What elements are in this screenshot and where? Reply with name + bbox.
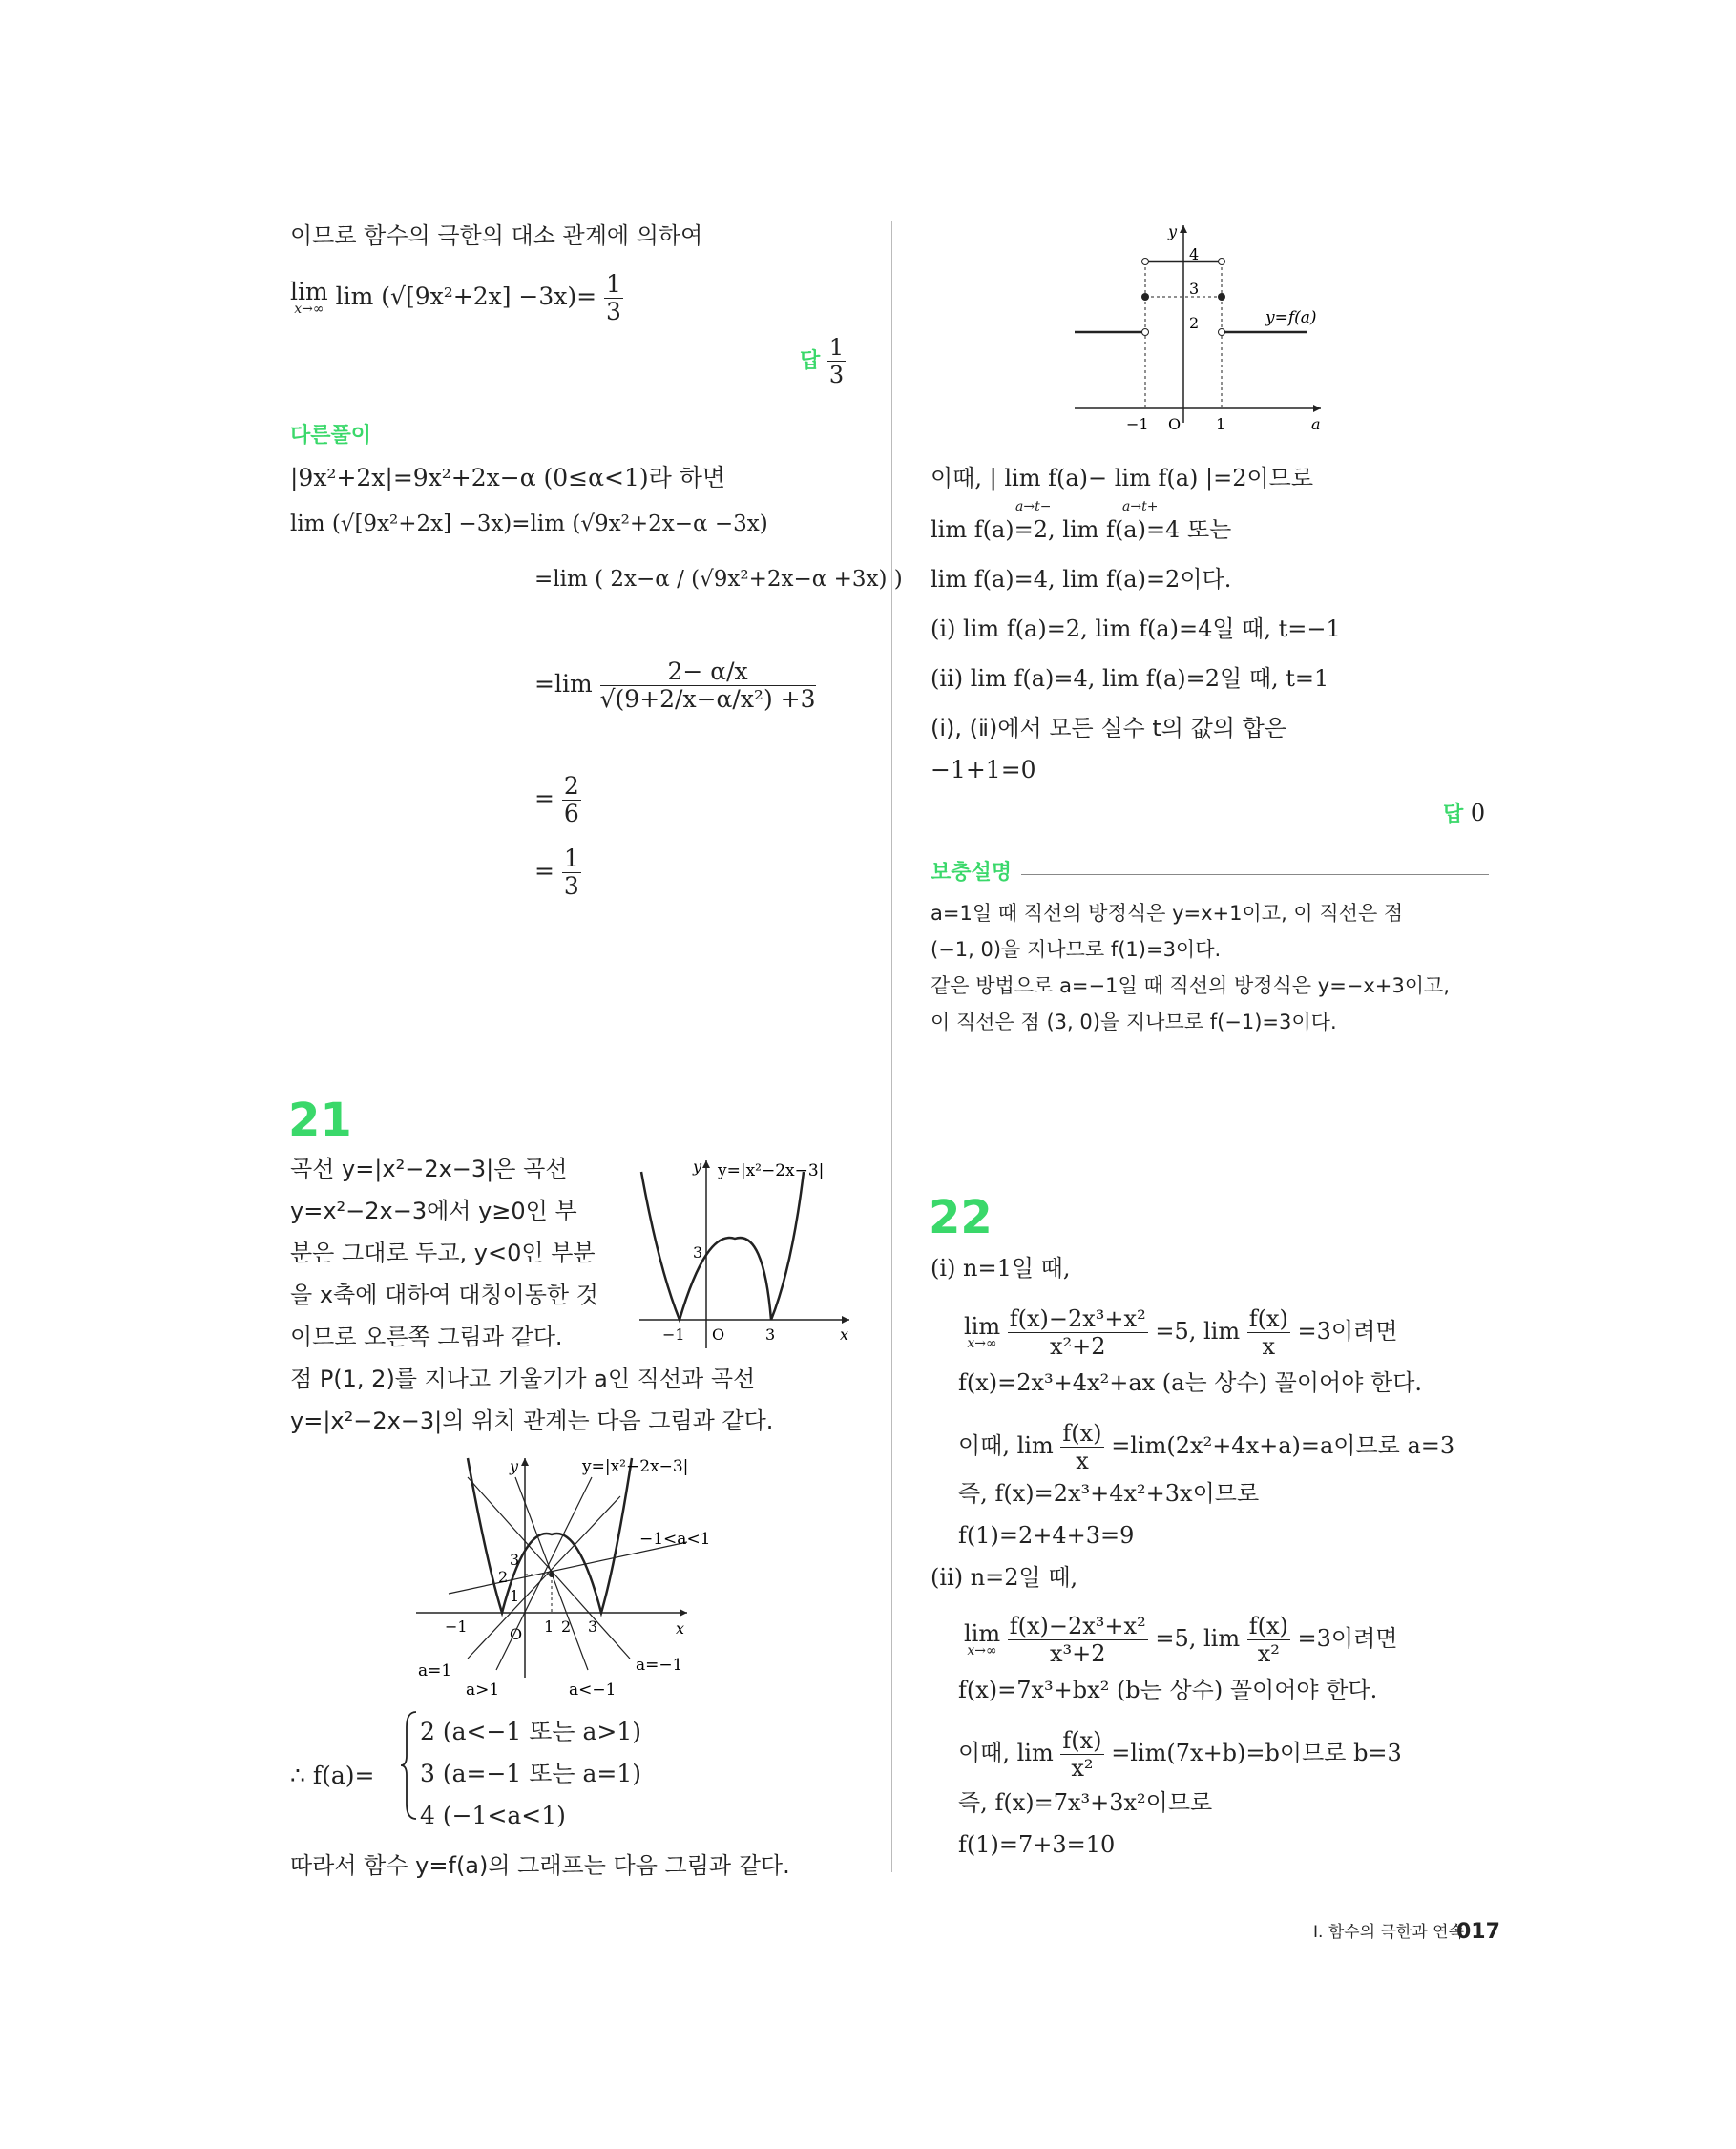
- q22-frac-6: $\frac{f(x)}{\text{x²}}$: [1062, 1727, 1102, 1782]
- q21-closing: 따라서 함수 y=f(a)의 그래프는 다음 그림과 같다.: [290, 1852, 790, 1879]
- graph2-x-axis-label: x: [676, 1619, 685, 1638]
- q22-case2-head: (ⅱ) n=2일 때,: [931, 1564, 1078, 1591]
- graph2-tick-x1: 1: [544, 1617, 554, 1636]
- page-number: 017: [1456, 1920, 1500, 1944]
- graph2-label-agt1: a>1: [466, 1680, 500, 1697]
- graph2-label-am1: a=−1: [636, 1656, 683, 1675]
- alt-line-5: = $\frac{2}{6}$: [534, 772, 579, 827]
- q22-case2-line5: f(1)=7+3=10: [958, 1831, 1116, 1858]
- graph1-curve-label: y=|x²−2x−3|: [718, 1161, 825, 1180]
- sub-plus-1: a→t+: [1122, 499, 1159, 514]
- alt-solution-heading: 다른풀이: [290, 424, 372, 448]
- q22-frac-2: $\frac{f(x)}{x}$: [1248, 1305, 1288, 1360]
- piecewise-prefix: ∴ f(a)=: [290, 1762, 375, 1789]
- answer-2-value: 0: [1470, 800, 1486, 826]
- q22-case1-line5: f(1)=2+4+3=9: [958, 1522, 1135, 1549]
- q22-case2-l3-end: =lim(7x+b)=b이므로 b=3: [1111, 1740, 1402, 1766]
- graph2-origin: O: [510, 1625, 523, 1643]
- graph-step-function: [1069, 218, 1355, 437]
- supplement-line-3: 같은 방법으로 a=−1일 때 직선의 방정식은 y=−x+3이고,: [931, 974, 1451, 997]
- piecewise-case-1: 2 (a<−1 또는 a>1): [420, 1718, 642, 1745]
- q21-p1-line1: 곡선 y=|x²−2x−3|은 곡선: [290, 1156, 568, 1182]
- alt-line-4-prefix: =lim: [534, 670, 593, 698]
- q21-p1-line2: y=x²−2x−3에서 y≥0인 부: [290, 1198, 577, 1224]
- graph3-tick-y4: 4: [1189, 245, 1200, 263]
- q22-case1-line1: [964, 1305, 1397, 1360]
- graph2-label-a1: a=1: [418, 1661, 452, 1680]
- q22-frac-1: $\frac{\text{f(x)−2x³+x²}}{\text{x²+2}}$: [1009, 1305, 1146, 1360]
- q22-case1-end: =3이려면: [1297, 1318, 1398, 1345]
- graph-lines-through-p: [410, 1449, 725, 1697]
- answer-1: [800, 334, 846, 388]
- alt-line-6-fraction: $\frac{1}{3}$: [563, 845, 579, 900]
- graph2-tick-y1: 1: [510, 1587, 520, 1605]
- q22-case1-l3-end: =lim(2x²+4x+a)=a이므로 a=3: [1111, 1432, 1455, 1459]
- q22-frac-3: $\frac{f(x)}{x}$: [1062, 1420, 1102, 1474]
- alt-line-2: lim (√[9x²+2x] −3x)=lim (√9x²+2x−α −3x): [290, 511, 768, 536]
- q22-lim-2: lim x→∞: [964, 1619, 1001, 1659]
- footer-chapter: Ⅰ. 함수의 극한과 연속: [1313, 1923, 1465, 1942]
- question-number-21: 21: [288, 1094, 352, 1147]
- q22-case2-line2: f(x)=7x³+bx² (b는 상수) 꼴이어야 한다.: [958, 1677, 1378, 1703]
- piecewise-case-2: 3 (a=−1 또는 a=1): [420, 1760, 642, 1787]
- answer-label: 답: [800, 349, 821, 373]
- supplement-line-2: (−1, 0)을 지나므로 f(1)=3이다.: [931, 938, 1222, 961]
- lim-symbol: lim x→∞: [290, 277, 328, 317]
- q22-case2-line4: 즉, f(x)=7x³+3x²이므로: [958, 1789, 1213, 1816]
- q22-case2-line1: lim x→∞ $\frac{\text{f(x)−2x³+x²}}{\text{x³+2}}$ =5, lim $\frac{f(x)}{\text{x²}}$ =3이려면: [964, 1613, 1398, 1667]
- answer-2-label: 답: [1443, 803, 1464, 826]
- intro-text: 이므로 함수의 극한의 대소 관계에 의하여: [290, 222, 703, 249]
- graph1-y-axis-label: y: [693, 1158, 702, 1176]
- graph2-tick-x3: 3: [588, 1617, 598, 1636]
- answer-fraction: $\frac{1}{3}$: [828, 334, 845, 388]
- limit-result: [290, 271, 623, 325]
- q22-lim-1: lim x→∞: [964, 1312, 1001, 1351]
- question-number-22: 22: [929, 1191, 993, 1244]
- right-line-6: (ⅰ), (ⅱ)에서 모든 실수 t의 값의 합은: [931, 715, 1286, 741]
- q21-p1-line3: 분은 그대로 두고, y<0인 부분: [290, 1240, 596, 1266]
- limit-expr: lim (√[9x²+2x] −3x)=: [335, 282, 597, 310]
- alt-line-4: [534, 658, 816, 713]
- q21-p2-line1: 점 P(1, 2)를 지나고 기울기가 a인 직선과 곡선: [290, 1366, 756, 1392]
- graph3-tick-y2: 2: [1189, 314, 1200, 332]
- piecewise-case-3: 4 (−1<a<1): [420, 1802, 566, 1829]
- q22-case1-line4: 즉, f(x)=2x³+4x²+3x이므로: [958, 1480, 1260, 1507]
- alt-line-5-fraction: $\frac{2}{6}$: [563, 772, 579, 827]
- graph1-tick-y3: 3: [693, 1243, 703, 1262]
- q21-p2-line2: y=|x²−2x−3|의 위치 관계는 다음 그림과 같다.: [290, 1408, 774, 1434]
- graph1-tick-x3: 3: [765, 1325, 776, 1344]
- right-line-1: 이때, | lim f(a)− lim f(a) |=2이므로: [931, 465, 1314, 491]
- supplement-heading: 보충설명: [931, 861, 1013, 885]
- supplement-line-1: a=1일 때 직선의 방정식은 y=x+1이고, 이 직선은 점: [931, 902, 1404, 925]
- graph2-y-axis-label: y: [510, 1457, 519, 1475]
- brace-icon: [399, 1708, 420, 1823]
- q22-frac-5: $\frac{f(x)}{\text{x²}}$: [1248, 1613, 1288, 1667]
- graph1-x-axis-label: x: [840, 1325, 849, 1344]
- answer-2: [1443, 798, 1485, 830]
- graph3-y-axis-label: y: [1168, 222, 1178, 240]
- alt-line-4-fraction: $\frac{2- \alpha/x}{\text{√(9+2/x−α/x²) +3}}$: [599, 657, 816, 713]
- graph3-x-axis-label: a: [1311, 415, 1321, 433]
- q22-frac-4: $\frac{\text{f(x)−2x³+x²}}{\text{x³+2}}$: [1009, 1613, 1146, 1667]
- q22-case1-line2: f(x)=2x³+4x²+ax (a는 상수) 꼴이어야 한다.: [958, 1369, 1423, 1396]
- graph1-tick-xm1: −1: [662, 1325, 685, 1344]
- alt-line-1: |9x²+2x|=9x²+2x−α (0≤α<1)라 하면: [290, 464, 726, 491]
- graph3-tick-y3: 3: [1189, 280, 1200, 298]
- q22-case2-line3: 이때, lim $\frac{f(x)}{\text{x²}}$ =lim(7x+b)=b이므로 b=3: [958, 1727, 1402, 1782]
- right-line-3: lim f(a)=4, lim f(a)=2이다.: [931, 566, 1232, 593]
- right-line-2: lim f(a)=2, lim f(a)=4 또는: [931, 516, 1232, 543]
- q22-case1-mid: =5, lim: [1155, 1318, 1241, 1345]
- result-fraction: $\frac{1}{3}$: [606, 270, 621, 325]
- graph2-tick-xm1: −1: [445, 1617, 468, 1636]
- graph1-origin: O: [712, 1325, 725, 1344]
- graph2-tick-y2: 2: [498, 1568, 509, 1586]
- graph2-tick-y3: 3: [510, 1551, 520, 1569]
- right-line-5: (ⅱ) lim f(a)=4, lim f(a)=2일 때, t=1: [931, 665, 1329, 692]
- graph-abs-parabola: [630, 1153, 859, 1353]
- alt-line-3: =lim ( 2x−α / (√9x²+2x−α +3x) ): [534, 567, 903, 592]
- right-line-4: (ⅰ) lim f(a)=2, lim f(a)=4일 때, t=−1: [931, 615, 1341, 642]
- column-divider: [891, 221, 892, 1872]
- graph3-origin: O: [1168, 415, 1182, 433]
- graph2-label-alt: a<−1: [569, 1680, 617, 1697]
- graph3-tick-xm1: −1: [1126, 415, 1149, 433]
- graph3-tick-x1: 1: [1216, 415, 1226, 433]
- q21-p1-line5: 이므로 오른쪽 그림과 같다.: [290, 1324, 563, 1350]
- graph3-curve-label: y=f(a): [1265, 308, 1317, 327]
- graph2-curve-label: y=|x²−2x−3|: [582, 1457, 689, 1476]
- alt-line-6: = $\frac{1}{3}$: [534, 845, 579, 900]
- q22-case1-head: (ⅰ) n=1일 때,: [931, 1255, 1071, 1282]
- right-line-7: −1+1=0: [931, 756, 1036, 783]
- sub-minus-1: a→t−: [1015, 499, 1052, 514]
- supplement-rule-top: [1021, 874, 1489, 875]
- q21-p1-line4: 을 x축에 대하여 대칭이동한 것: [290, 1282, 598, 1308]
- graph2-label-range: −1<a<1: [639, 1530, 711, 1549]
- supplement-line-4: 이 직선은 점 (3, 0)을 지나므로 f(−1)=3이다.: [931, 1011, 1337, 1033]
- q22-case1-line3: 이때, lim $\frac{f(x)}{x}$ =lim(2x²+4x+a)=a이므로 a=3: [958, 1420, 1455, 1474]
- graph2-tick-x2: 2: [561, 1617, 572, 1636]
